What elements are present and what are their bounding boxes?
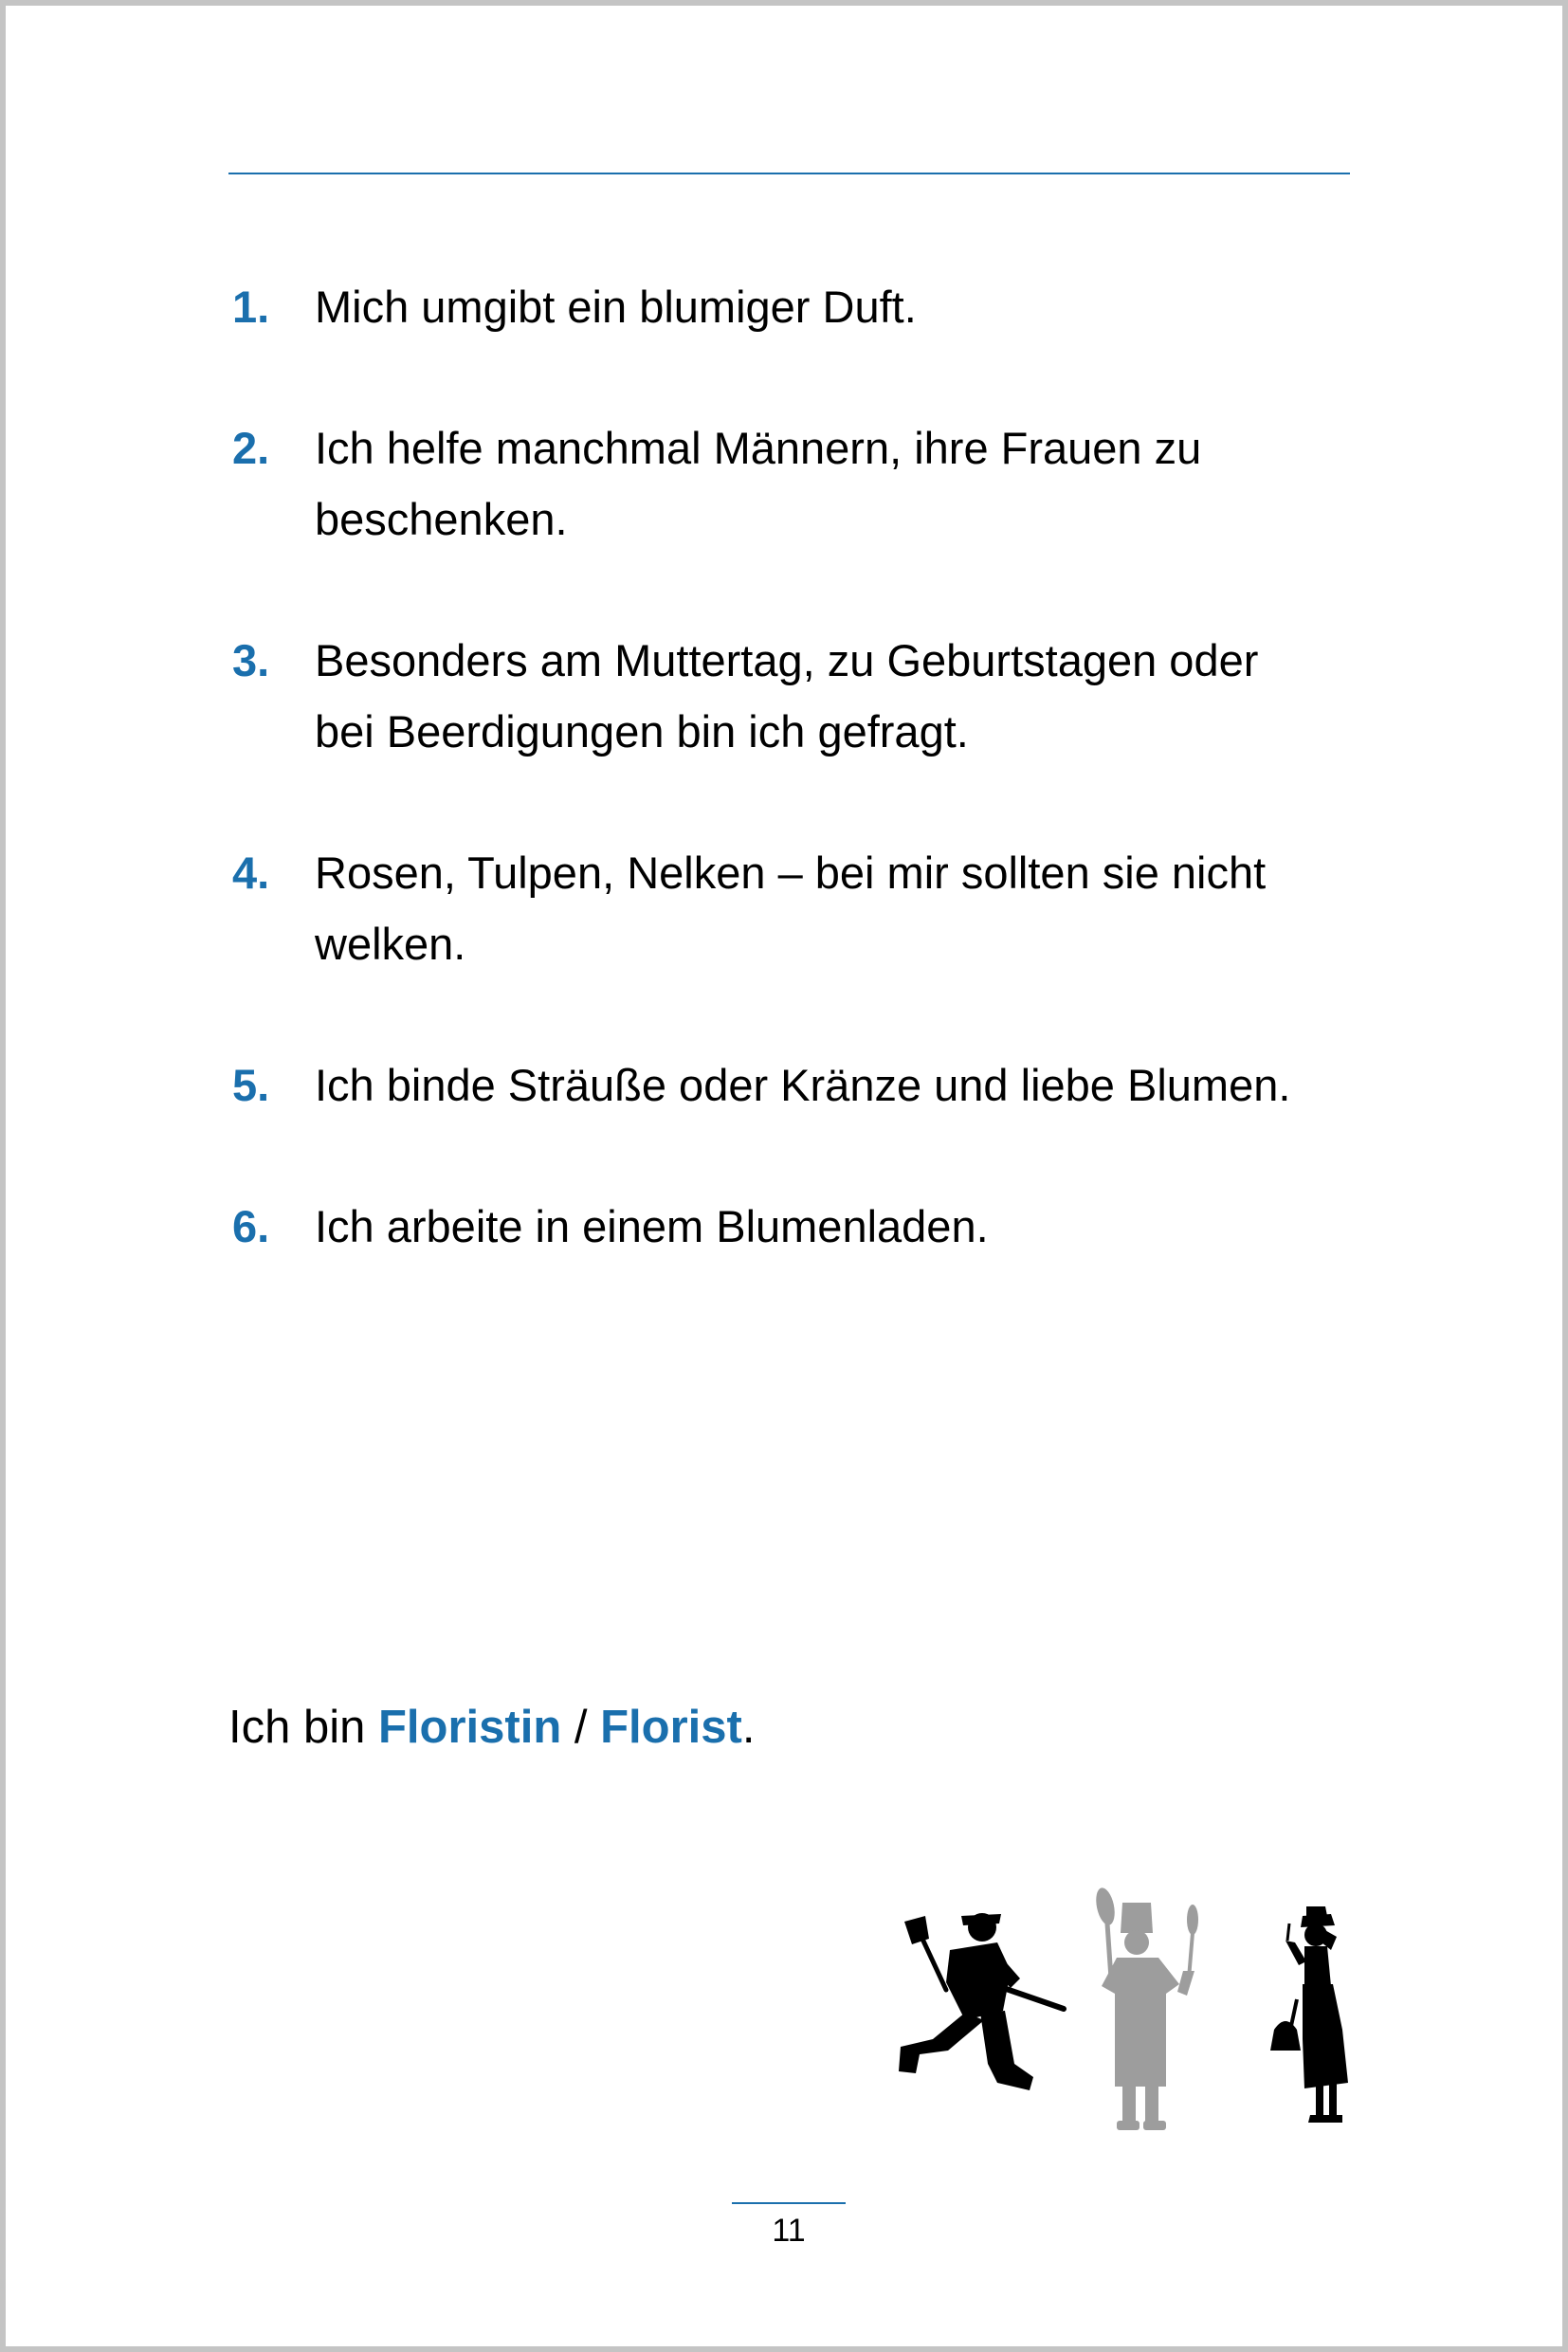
item-text: Rosen, Tulpen, Nelken – bei mir sollten sie nicht welken. xyxy=(315,848,1267,969)
answer-suffix: . xyxy=(741,1702,756,1753)
woman-silhouette-icon xyxy=(1270,1906,1348,2123)
list-item xyxy=(228,1191,1366,1262)
answer-female: Floristin xyxy=(377,1702,562,1753)
page-number: 11 xyxy=(772,2213,806,2249)
top-rule xyxy=(228,173,1350,174)
list-item xyxy=(228,837,1366,979)
answer-prefix: Ich bin xyxy=(228,1702,378,1753)
item-text: Mich umgibt ein blumiger Duft. xyxy=(315,282,917,332)
item-number: 6. xyxy=(232,1201,270,1251)
riddle-list xyxy=(228,271,1366,1332)
item-number: 2. xyxy=(232,423,270,473)
answer-line xyxy=(228,1694,755,1760)
chef-silhouette-icon xyxy=(1093,1887,1198,2130)
item-number: 3. xyxy=(232,635,270,685)
chimney-sweep-silhouette-icon xyxy=(899,1913,1064,2090)
list-item xyxy=(228,412,1366,555)
list-item xyxy=(228,1049,1366,1121)
page-number-rule xyxy=(732,2202,846,2204)
item-text: Ich helfe manchmal Männern, ihre Frauen zu beschenken. xyxy=(315,423,1202,544)
item-text: Ich binde Sträuße oder Kränze und liebe Blumen. xyxy=(315,1060,1291,1110)
profession-silhouettes xyxy=(878,1887,1352,2143)
item-text: Besonders am Muttertag, zu Geburtstagen oder bei Beerdigungen bin ich gefragt. xyxy=(315,635,1259,757)
item-text: Ich arbeite in einem Blumenladen. xyxy=(315,1201,989,1251)
answer-separator: / xyxy=(561,1702,601,1753)
item-number: 4. xyxy=(232,848,270,898)
item-number: 5. xyxy=(232,1060,270,1110)
list-item xyxy=(228,271,1366,342)
list-item xyxy=(228,625,1366,767)
answer-male: Florist xyxy=(600,1702,742,1753)
item-number: 1. xyxy=(232,282,270,332)
